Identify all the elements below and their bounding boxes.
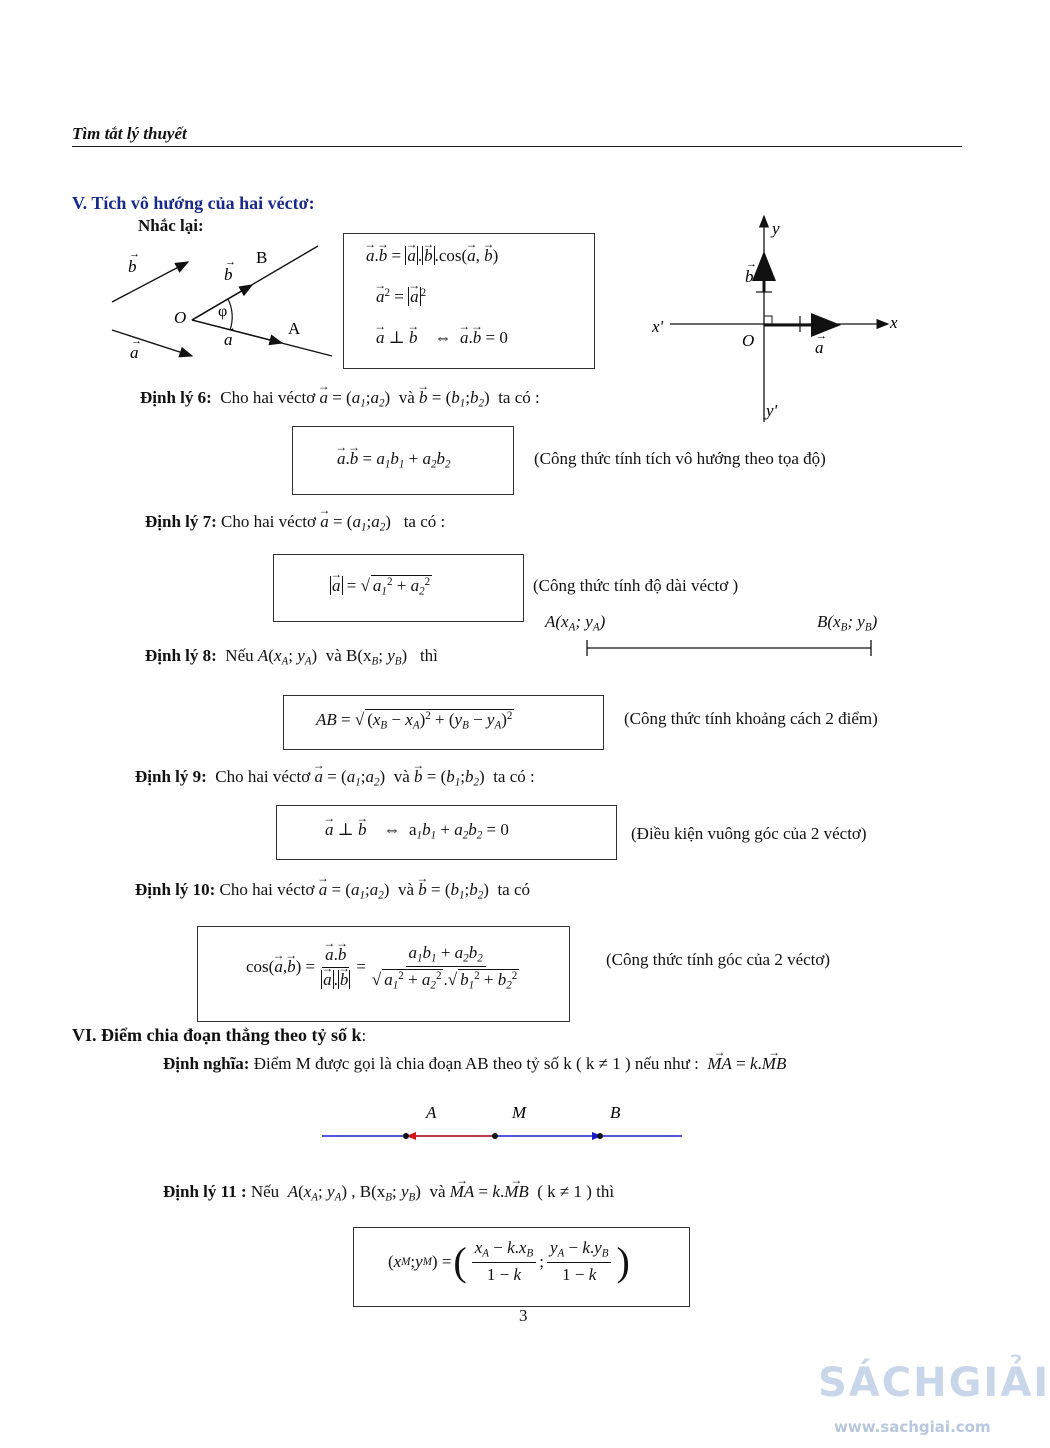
theorem-7-formula-box [273,554,524,622]
arrow-a-ray: → [225,322,236,334]
axis-label-xp: x' [652,317,664,336]
segment-point-B: B(xB; yB) [817,612,878,634]
label-a-ray: a [224,330,233,349]
label-b-ray: b [224,265,233,284]
theorem-9-statement: Định lý 9: Cho hai véctơ → a = (a1;a2) và → b = (b1;b2) ta có : [135,767,535,788]
theorem-11-and: và [429,1182,446,1201]
theorem-9-note: (Điều kiện vuông góc của 2 véctơ) [631,824,867,843]
arrow-vector-b: → [746,258,757,270]
point-B [597,1133,603,1139]
theorem-10-and: và [397,880,414,899]
point-M [492,1133,498,1139]
label-phi: φ [218,303,228,320]
definition-label: Định nghĩa: [163,1054,250,1073]
theorem-11-tail: ( k ≠ 1 ) thì [537,1182,615,1201]
theorem-10-text: Cho hai véctơ [219,880,315,899]
segment-point-A: A(xA; yA) [545,612,606,634]
theorem-8-formula: AB = √ (xB − xA)$^2$ + (yB − yA)$^2$ [316,710,513,732]
arrow-b-free: → [129,248,140,260]
theorem-6-note: (Công thức tính tích vô hướng theo tọa độ) [534,449,826,468]
watermark-brand: SÁCHGIẢI [818,1360,1050,1406]
theorem-9-formula: → a ⊥ → b ⇔ a1b1 + a2b2 = 0 [325,820,509,841]
label-b-free: b [128,257,137,276]
theorem-6-tail: ta có : [498,388,540,407]
label-A: A [288,319,301,338]
page-number: 3 [519,1306,528,1325]
theorem-11-formula: ( x M ; y M ) = ( $\frac{xA - k.xB}{1 - k}$ ; $\frac{yA - k.yB}{1 - k}$ ) [388,1238,630,1284]
division-figure [320,1100,688,1150]
section-6-title: VI. Điểm chia đoạn thẳng theo tỷ số k [72,1025,362,1045]
point-label-B: B [610,1103,621,1122]
arrow-a-free: → [131,335,142,347]
recall-formula-1: → a.→ b = → a .→ b .cos(→ a, → b) [366,246,498,266]
theorem-8-mid: và [325,646,342,665]
theorem-6-label: Định lý 6: [140,388,212,407]
point-label-A: A [426,1103,437,1122]
axis-label-y: y [772,219,780,238]
theorem-7-note: (Công thức tính độ dài véctơ ) [533,576,739,595]
angle-figure [100,238,340,368]
theorem-8-label: Định lý 8: [145,646,217,665]
vector-a-free [112,330,192,356]
vector-a-on-ray [192,320,282,343]
recall-formula-3: → a ⊥ → b ⇔ → a.→ b = 0 [376,328,508,348]
axis-label-yp: y' [766,401,778,420]
theorem-11-text: Nếu [250,1182,280,1201]
recall-formula-box [343,233,595,369]
theorem-9-and: và [393,767,410,786]
right-angle-mark [764,316,772,324]
label-B: B [256,248,268,267]
recall-label: Nhắc lại: [138,216,204,235]
label-O: O [174,308,187,327]
theorem-8-formula-box [283,695,604,750]
theorem-8-text: Nếu [225,646,254,665]
vector-b-free [112,262,188,302]
label-vector-b: b [745,267,754,286]
theorem-6-text: Cho hai véctơ [220,388,316,407]
page-header: Tìm tắt lý thuyết [72,124,187,143]
theorem-11-statement: Định lý 11 : Nếu A(xA; yA) , B(xB; yB) và → MA = k.→ MB ( k ≠ 1 ) thì [163,1182,614,1203]
axes-figure [650,212,900,422]
arrow-vector-a: → [816,330,827,342]
segment-AB [584,638,876,658]
theorem-9-tail: ta có : [493,767,535,786]
theorem-10-formula-box [197,926,570,1022]
theorem-6-formula: → a.→ b = a1b1 + a2b2 [337,449,451,470]
theorem-10-formula: cos( → a , → b ) = → a.→ b → a .→ b = $\frac{a1b1 + a2b2}{√ a1^2 + a2^2 .√ b1^2 + b2^2}$ [246,943,525,992]
theorem-7-label: Định lý 7: [145,512,217,531]
section-6-title-row: VI. Điểm chia đoạn thẳng theo tỷ số k: [72,1025,367,1045]
theorem-11-formula-box [353,1227,690,1307]
label-a-free: a [130,343,139,362]
point-A [403,1133,409,1139]
theorem-8-note: (Công thức tính khoảng cách 2 điểm) [624,709,878,728]
section-5-title: V. Tích vô hướng của hai véctơ: [72,193,315,213]
theorem-7-text: Cho hai véctơ [221,512,316,531]
theorem-8-tail: thì [419,646,438,665]
theorem-9-label: Định lý 9: [135,767,207,786]
theorem-9-text: Cho hai véctơ [215,767,311,786]
definition-text: Điểm M được gọi là chia đoạn AB theo tỷ số k ( k ≠ 1 ) nếu như : [253,1054,699,1073]
theorem-7-statement: Định lý 7: Cho hai véctơ → a = (a1;a2) ta có : [145,512,445,533]
theorem-8-statement: Định lý 8: Nếu A(xA; yA) và B(xB; yB) thì [145,646,438,668]
theorem-10-label: Định lý 10: [135,880,216,899]
theorem-7-tail: ta có : [403,512,446,531]
theorem-11-label: Định lý 11 : [163,1182,247,1201]
point-label-M: M [512,1103,527,1122]
theorem-10-tail: ta có [497,880,531,899]
theorem-10-statement: Định lý 10: Cho hai véctơ → a = (a1;a2) và → b = (b1;b2) ta có [135,880,530,901]
watermark-url: www.sachgiai.com [834,1418,991,1436]
theorem-7-formula: → a = √ $a1^2 + a2^2$ [330,575,432,597]
theorem-6-and: và [398,388,415,407]
header-rule [72,146,962,147]
axis-origin-label: O [742,331,755,350]
theorem-6-statement: Định lý 6: Cho hai véctơ → a = (a1;a2) và → b = (b1;b2) ta có : [140,388,540,409]
arrow-b-ray: → [225,256,236,268]
theorem-10-note: (Công thức tính góc của 2 véctơ) [606,950,831,969]
label-vector-a: a [815,338,824,357]
theorem-6-formula-box [292,426,514,495]
definition-statement: Định nghĩa: Điểm M được gọi là chia đoạn AB theo tỷ số k ( k ≠ 1 ) nếu như : → MA = k.→ MB [163,1054,786,1074]
recall-formula-2: → $a^2$ = → a $^2$ [376,287,426,307]
axis-label-x: x [890,313,898,332]
theorem-9-formula-box [276,805,617,860]
